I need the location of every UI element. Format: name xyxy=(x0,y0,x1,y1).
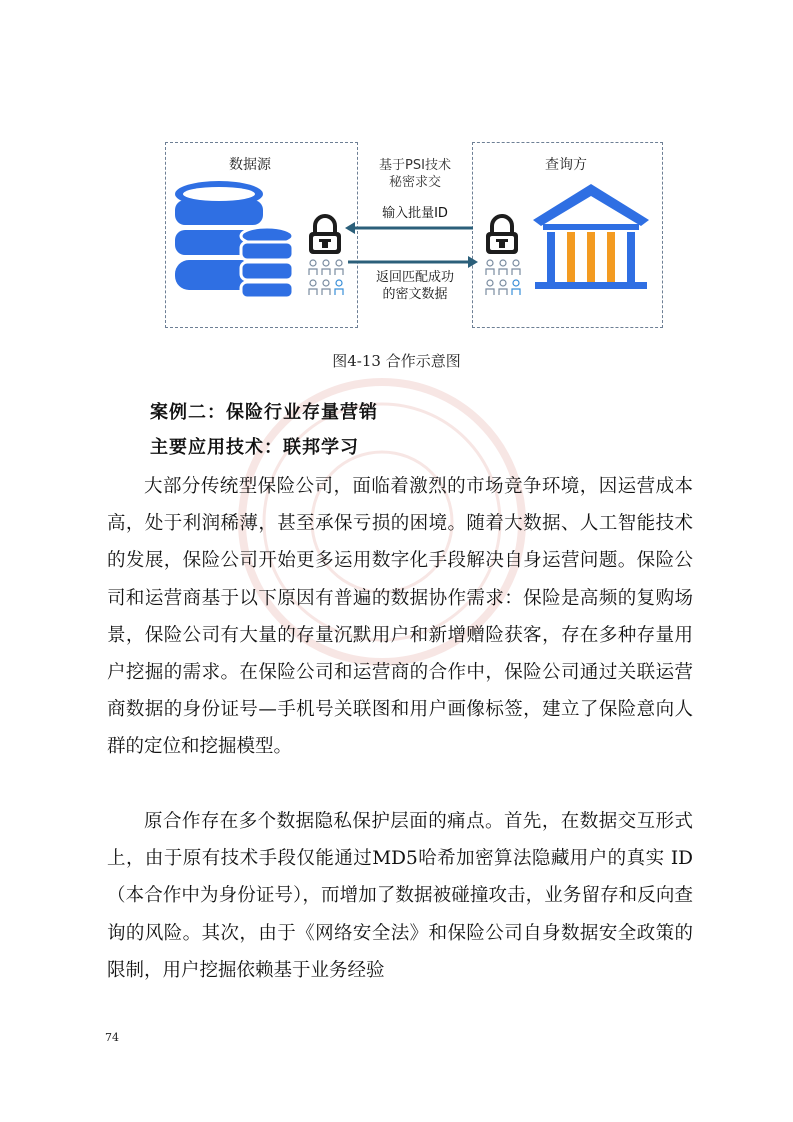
people-icon xyxy=(484,259,524,299)
paragraph: 原合作存在多个数据隐私保护层面的痛点。首先，在数据交互形式上，由于原有技术手段仅能通过MD5哈希加密算法隐藏用户的真实 ID（本合作中为身份证号），而增加了数据被碰撞攻击，业务留存和反向查询的风险。其次，由于《网络安全法》和保险公司自身数据安全政策的限制，用户挖掘依赖基于业务经验 xyxy=(107,811,693,981)
people-icon xyxy=(307,259,347,299)
arrow-to-left xyxy=(345,222,475,234)
cooperation-diagram xyxy=(165,142,663,328)
arrow-to-right xyxy=(348,256,478,268)
page-number: 74 xyxy=(105,1031,119,1044)
database-icon xyxy=(173,180,293,300)
lock-icon xyxy=(482,214,522,256)
return-data-label: 返回匹配成功 的密文数据 xyxy=(375,270,454,302)
query-party-title: 查询方 xyxy=(545,157,587,173)
paragraph: 大部分传统型保险公司，面临着激烈的市场竞争环境，因运营成本高，处于利润稀薄，甚至承保亏损的困境。随着大数据、人工智能技术的发展，保险公司开始更多运用数字化手段解决自身运营问题。保险公司和运营商基于以下原因有普遍的数据协作需求：保险是高频的复购场景，保险公司有大量的存量沉默用户和新增赠险获客，存在多种存量用户挖掘的需求。在保险公司和运营商的合作中，保险公司通过关联运营商数据的身份证号—手机号关联图和用户画像标签，建立了保险意向人群的定位和挖掘模型。 xyxy=(107,476,693,758)
psi-note: 基于PSI技术 秘密求交 xyxy=(379,158,451,190)
bank-icon xyxy=(529,180,653,292)
case-heading: 案例二：保险行业存量营销 xyxy=(150,402,378,423)
data-source-title: 数据源 xyxy=(229,157,271,173)
technology-heading: 主要应用技术：联邦学习 xyxy=(150,437,359,458)
lock-icon xyxy=(305,214,345,256)
figure-caption: 图4-13 合作示意图 xyxy=(332,352,461,370)
input-id-label: 输入批量ID xyxy=(382,206,448,221)
